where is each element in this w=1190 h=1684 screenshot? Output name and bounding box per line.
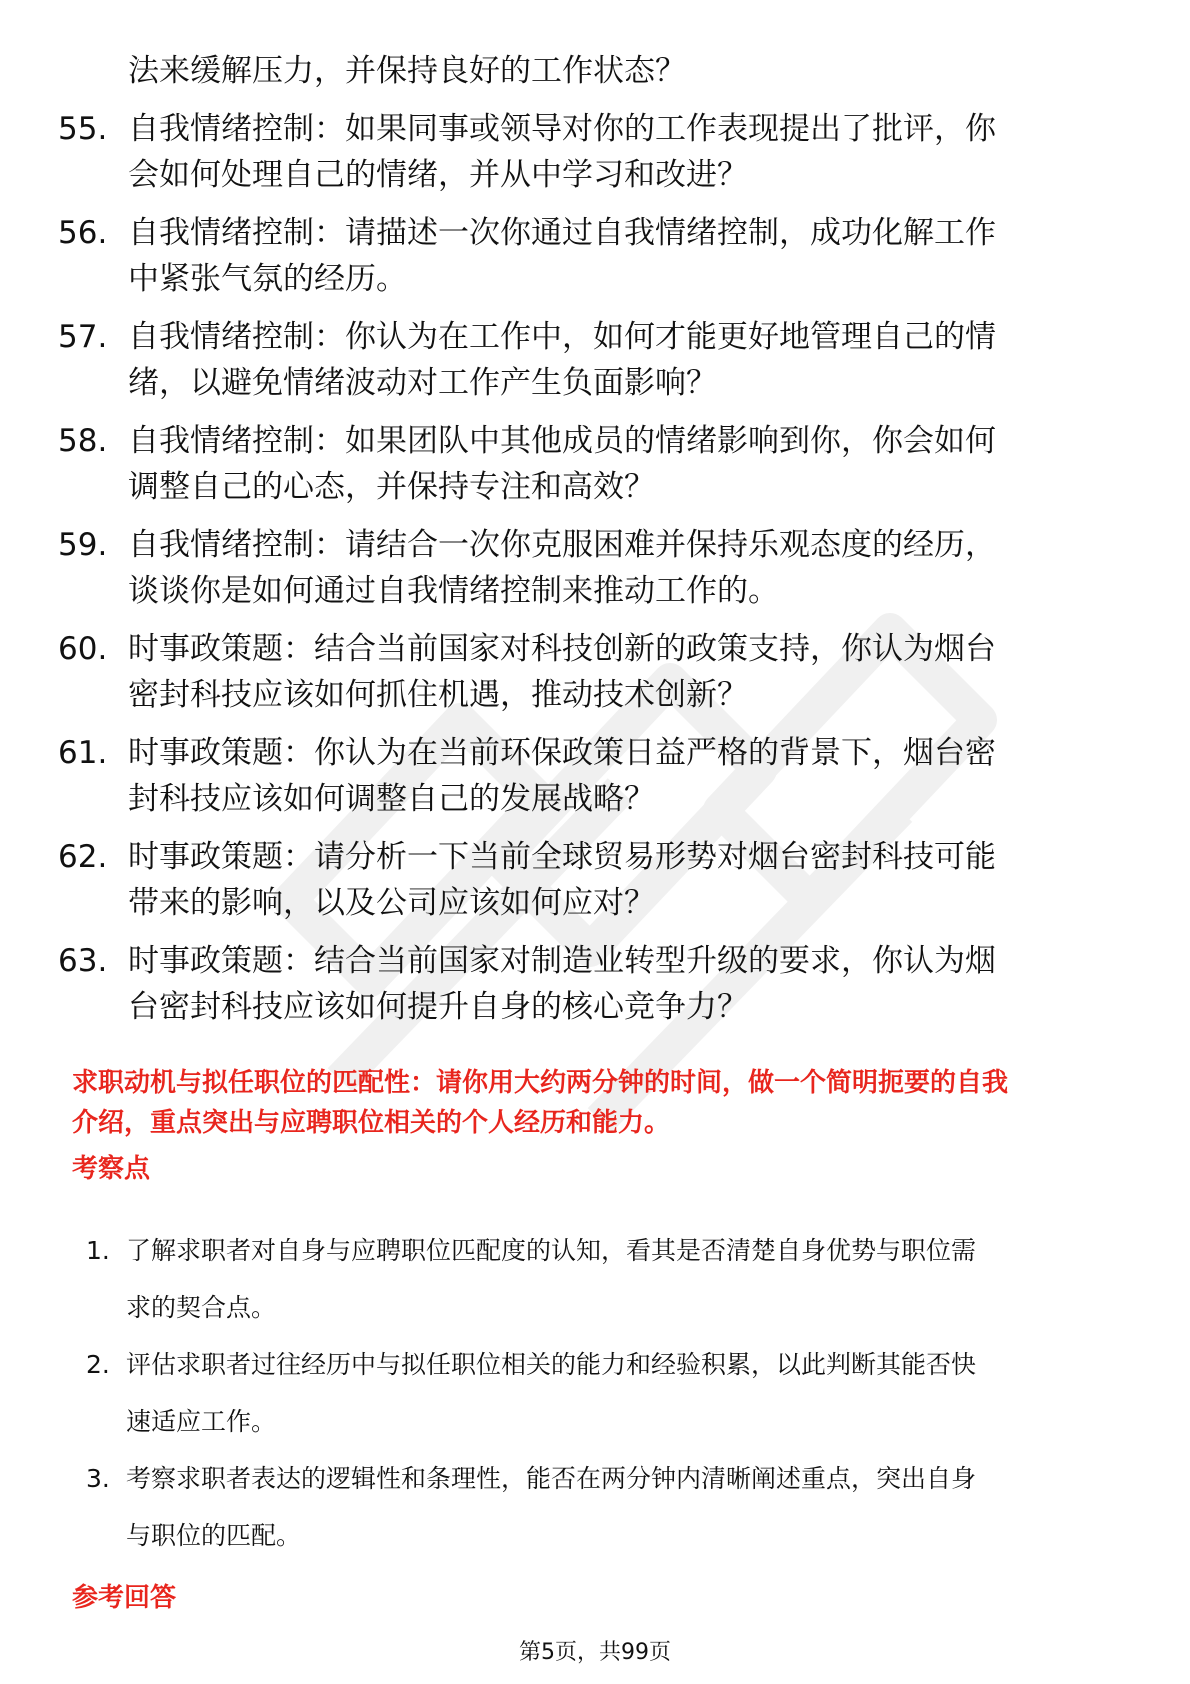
question-item-63 — [58, 938, 1118, 1030]
point-line: 考察求职者表达的逻辑性和条理性，能否在两分钟内清晰阐述重点，突出自身 — [126, 1464, 977, 1493]
question-number: 58. — [58, 423, 108, 459]
question-number: 60. — [58, 631, 108, 667]
question-line: 时事政策题：结合当前国家对制造业转型升级的要求，你认为烟 — [128, 943, 996, 979]
question-number: 62. — [58, 839, 108, 875]
question-item-62 — [58, 834, 1118, 926]
question-line: 绪，以避免情绪波动对工作产生负面影响？ — [128, 365, 717, 401]
point-number: 1. — [86, 1236, 110, 1265]
section-heading-line: 求职动机与拟任职位的匹配性：请你用大约两分钟的时间，做一个简明扼要的自我 — [72, 1068, 1009, 1098]
question-line: 中紧张气氛的经历。 — [128, 261, 407, 297]
assessment-point-2 — [86, 1336, 1126, 1450]
question-number: 55. — [58, 111, 108, 147]
assessment-point-1 — [86, 1222, 1126, 1336]
assessment-points-list — [86, 1222, 1126, 1564]
question-item-58 — [58, 418, 1118, 510]
question-line: 自我情绪控制：你认为在工作中，如何才能更好地管理自己的情 — [128, 319, 996, 355]
question-item-55 — [58, 106, 1118, 198]
question-item-59 — [58, 522, 1118, 614]
question-line: 自我情绪控制：如果同事或领导对你的工作表现提出了批评，你 — [128, 111, 996, 147]
answer-title: 参考回答 — [72, 1583, 177, 1613]
point-line: 了解求职者对自身与应聘职位匹配度的认知，看其是否清楚自身优势与职位需 — [126, 1236, 977, 1265]
question-line: 封科技应该如何调整自己的发展战略？ — [128, 781, 655, 817]
point-line: 评估求职者过往经历中与拟任职位相关的能力和经验积累，以此判断其能否快 — [126, 1350, 977, 1379]
point-number: 3. — [86, 1464, 110, 1493]
section-heading-line: 介绍，重点突出与应聘职位相关的个人经历和能力。 — [72, 1108, 671, 1138]
question-line: 调整自己的心态，并保持专注和高效？ — [128, 469, 655, 505]
continuation-text: 法来缓解压力，并保持良好的工作状态？ — [128, 53, 686, 89]
question-line: 密封科技应该如何抓住机遇，推动技术创新？ — [128, 677, 748, 713]
question-item-57 — [58, 314, 1118, 406]
question-number: 59. — [58, 527, 108, 563]
question-number: 57. — [58, 319, 108, 355]
question-line: 自我情绪控制：如果团队中其他成员的情绪影响到你，你会如何 — [128, 423, 996, 459]
question-line: 带来的影响，以及公司应该如何应对？ — [128, 885, 655, 921]
question-line: 自我情绪控制：请结合一次你克服困难并保持乐观态度的经历， — [128, 527, 996, 563]
question-line: 自我情绪控制：请描述一次你通过自我情绪控制，成功化解工作 — [128, 215, 996, 251]
question-line: 会如何处理自己的情绪，并从中学习和改进？ — [128, 157, 748, 193]
point-number: 2. — [86, 1350, 110, 1379]
section-heading — [72, 1063, 1132, 1143]
question-line: 时事政策题：结合当前国家对科技创新的政策支持，你认为烟台 — [128, 631, 996, 667]
question-number: 61. — [58, 735, 108, 771]
question-list — [58, 48, 1118, 1030]
question-number: 56. — [58, 215, 108, 251]
question-item-61 — [58, 730, 1118, 822]
point-line: 与职位的匹配。 — [126, 1521, 302, 1550]
question-number: 63. — [58, 943, 108, 979]
question-item-56 — [58, 210, 1118, 302]
question-item-60 — [58, 626, 1118, 718]
points-title: 考察点 — [72, 1154, 151, 1184]
point-line: 速适应工作。 — [126, 1407, 277, 1436]
assessment-point-3 — [86, 1450, 1126, 1564]
page-footer: 第5页，共99页 — [519, 1640, 671, 1665]
question-line: 时事政策题：你认为在当前环保政策日益严格的背景下，烟台密 — [128, 735, 996, 771]
question-line: 台密封科技应该如何提升自身的核心竞争力？ — [128, 989, 748, 1025]
point-line: 求的契合点。 — [126, 1293, 277, 1322]
question-line: 谈谈你是如何通过自我情绪控制来推动工作的。 — [128, 573, 779, 609]
question-line: 时事政策题：请分析一下当前全球贸易形势对烟台密封科技可能 — [128, 839, 996, 875]
